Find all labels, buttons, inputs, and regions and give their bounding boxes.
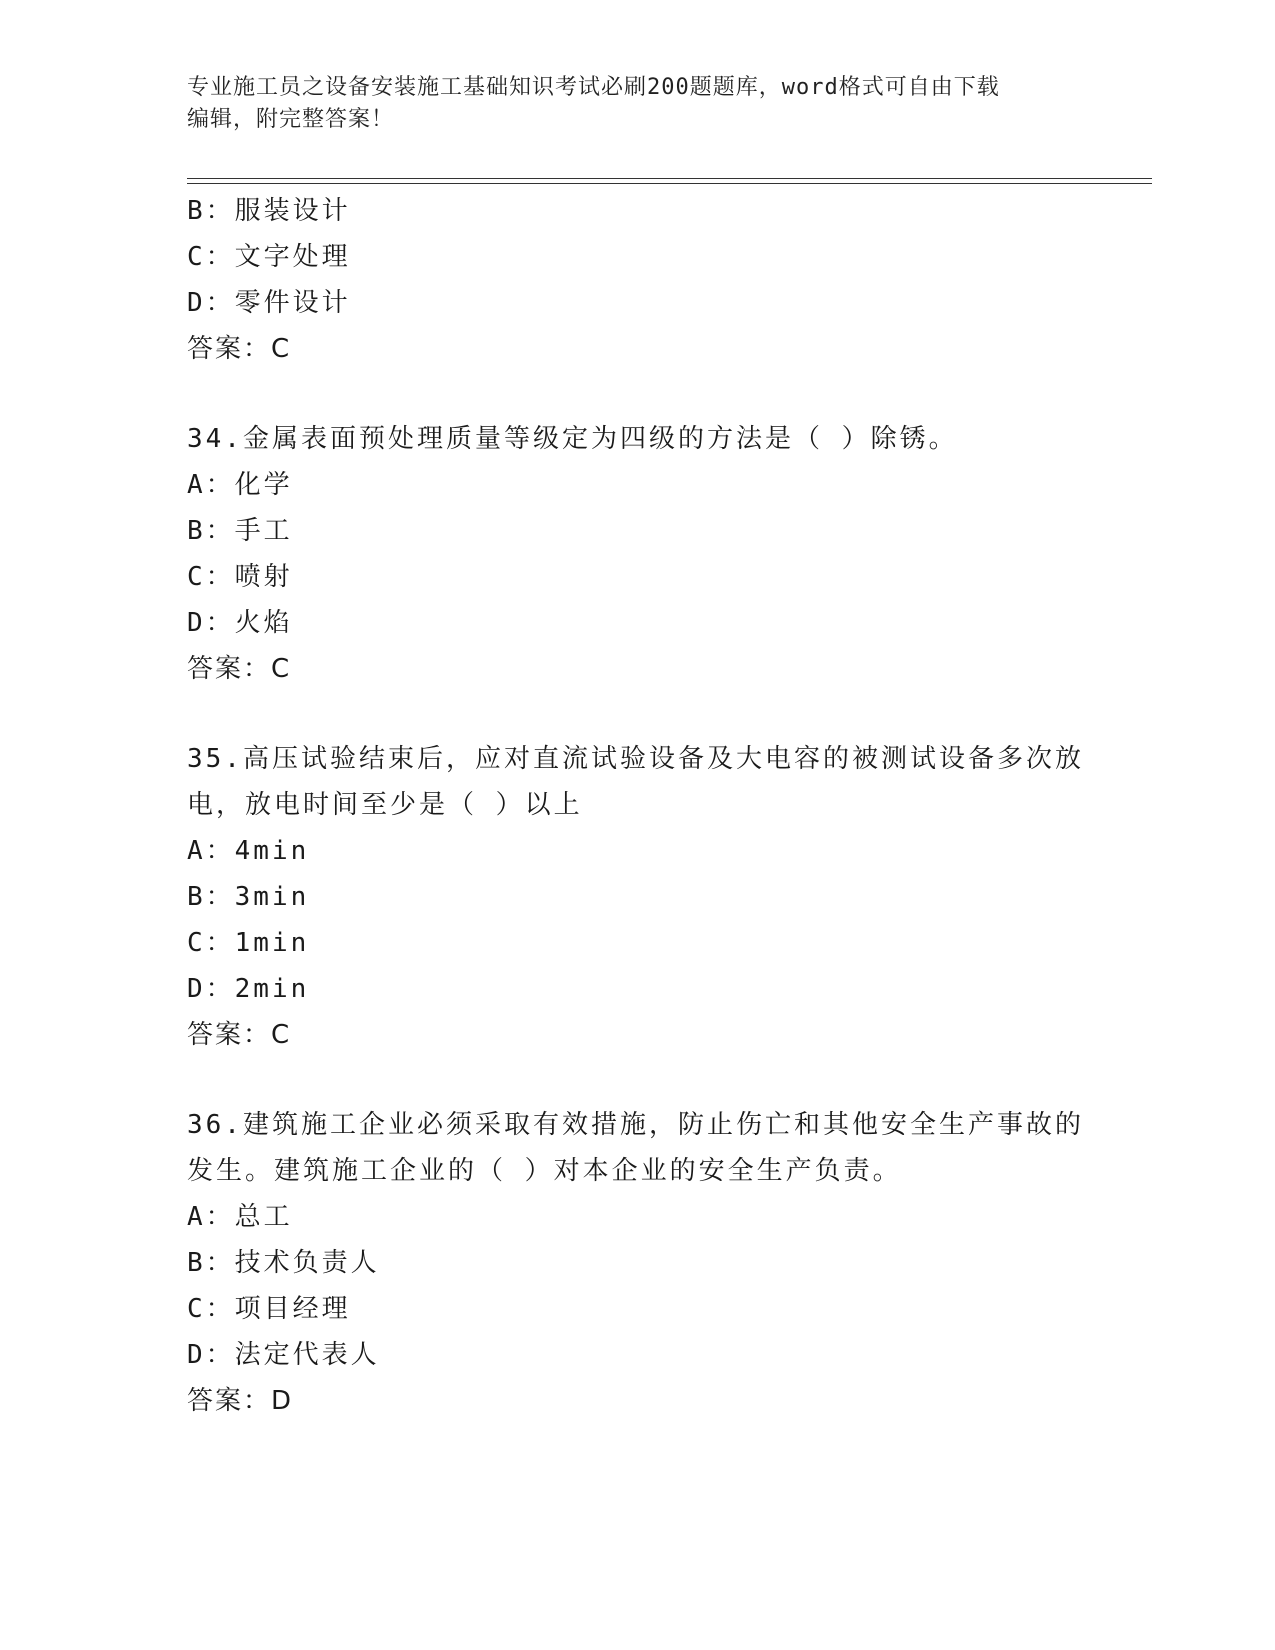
- answer-line: 答案：D: [187, 1386, 294, 1416]
- option-b: B：服装设计: [187, 196, 351, 226]
- answer-line: 答案：C: [187, 1020, 292, 1050]
- option-b: B：技术负责人: [187, 1248, 380, 1278]
- question-block-36: [187, 1102, 1087, 1424]
- option-d: D：零件设计: [187, 288, 351, 318]
- option-a: A：4min: [187, 836, 310, 866]
- option-c: C：喷射: [187, 562, 293, 592]
- question-text-line-2: 发生。建筑施工企业的（ ）对本企业的安全生产负责。: [187, 1156, 902, 1186]
- option-a: A：总工: [187, 1202, 293, 1232]
- option-b: B：手工: [187, 516, 293, 546]
- option-c: C：文字处理: [187, 242, 351, 272]
- question-list: [187, 188, 1087, 1424]
- header-title-line-2: 编辑，附完整答案！: [187, 107, 395, 132]
- question-block-35: [187, 736, 1087, 1058]
- question-block-34: [187, 416, 1087, 692]
- header-divider-top: [187, 178, 1152, 179]
- question-block-33: [187, 188, 1087, 372]
- option-a: A：化学: [187, 470, 293, 500]
- option-d: D：火焰: [187, 608, 293, 638]
- question-text-line-1: 35.高压试验结束后，应对直流试验设备及大电容的被测试设备多次放: [187, 744, 1084, 774]
- question-text: 34.金属表面预处理质量等级定为四级的方法是（ ）除锈。: [187, 424, 958, 454]
- answer-line: 答案：C: [187, 334, 292, 364]
- header-title-line-1: 专业施工员之设备安装施工基础知识考试必刷200题题库，word格式可自由下载: [187, 75, 1000, 100]
- document-header: [187, 72, 1087, 136]
- question-text-line-2: 电，放电时间至少是（ ）以上: [187, 790, 583, 820]
- option-d: D：2min: [187, 974, 310, 1004]
- header-divider-bottom: [187, 183, 1152, 184]
- option-d: D：法定代表人: [187, 1340, 380, 1370]
- option-c: C：项目经理: [187, 1294, 351, 1324]
- answer-line: 答案：C: [187, 654, 292, 684]
- question-text-line-1: 36.建筑施工企业必须采取有效措施，防止伤亡和其他安全生产事故的: [187, 1110, 1084, 1140]
- option-b: B：3min: [187, 882, 310, 912]
- option-c: C：1min: [187, 928, 310, 958]
